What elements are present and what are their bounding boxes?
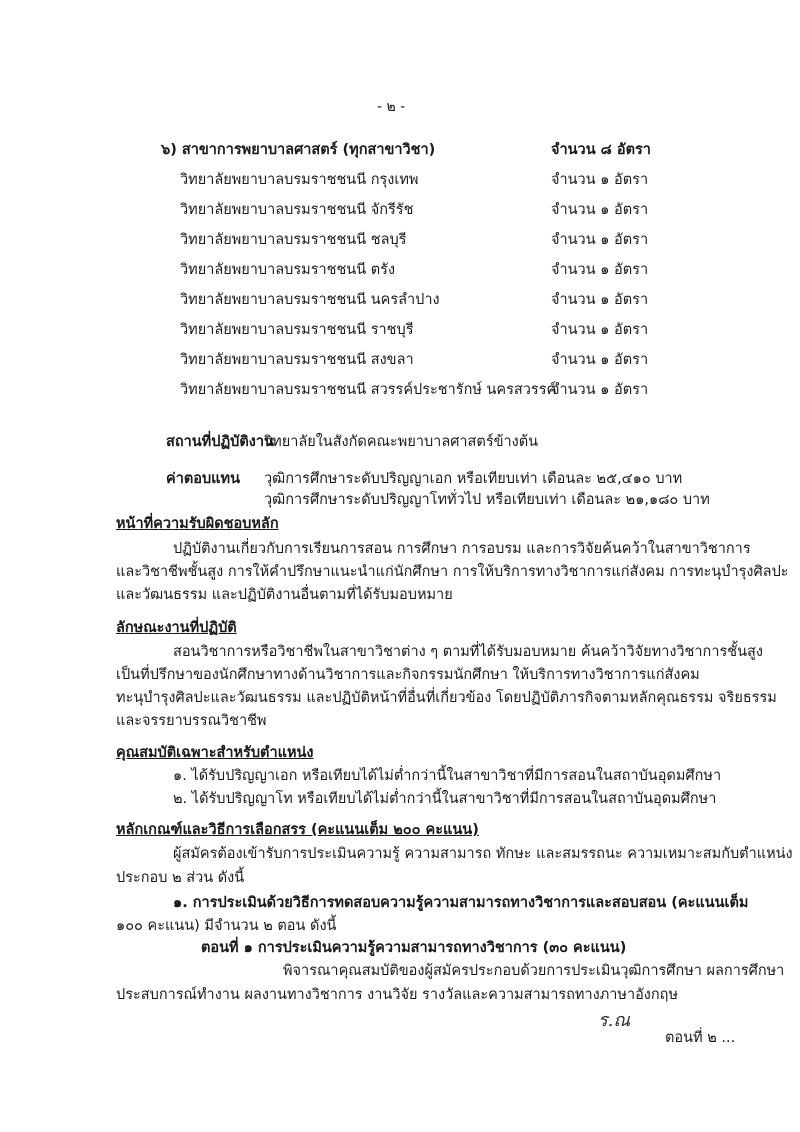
selection-heading: หลักเกณฑ์และวิธีการเลือกสรร (คะแนนเต็ม ๒๐๐ คะแนน) [116, 822, 479, 838]
workplace-value: วิทยาลัยในสังกัดคณะพยาบาลศาสตร์ข้างต้น [264, 434, 539, 450]
section1-title: ตอนที่ ๑ การประเมินความรู้ความสามารถทางวิชาการ (๓๐ คะแนน) [201, 940, 627, 956]
selection-intro-line: ผู้สมัครต้องเข้ารับการประเมินความรู้ ความสามารถ ทักษะ และสมรรถนะ ความเหมาะสมกับตำแหน่ง [173, 846, 793, 862]
college-count: จำนวน ๑ อัตรา [551, 322, 649, 338]
college-name: วิทยาลัยพยาบาลบรมราชชนนี นครลำปาง [180, 292, 440, 308]
responsibilities-heading: หน้าที่ความรับผิดชอบหลัก [116, 516, 279, 532]
qualification-item: ๑. ได้รับปริญญาเอก หรือเทียบได้ไม่ต่ำกว่านี้ในสาขาวิชาที่มีการสอนในสถาบันอุดมศึกษา [173, 768, 722, 784]
responsibilities-line: และวิชาชีพชั้นสูง การให้คำปรึกษาแนะนำแก่นักศึกษา การให้บริการทางวิชาการแก่สังคม การทะนุบำรุงศิลปะ [116, 564, 789, 580]
college-name: วิทยาลัยพยาบาลบรมราชชนนี กรุงเทพ [180, 172, 419, 188]
responsibilities-line: ปฏิบัติงานเกี่ยวกับการเรียนการสอน การศึกษา การอบรม และการวิจัยค้นคว้าในสาขาวิชาการ [173, 541, 751, 557]
college-name: วิทยาลัยพยาบาลบรมราชชนนี สงขลา [180, 352, 414, 368]
college-count: จำนวน ๑ อัตรา [551, 292, 649, 308]
section1-line: พิจารณาคุณสมบัติของผู้สมัครประกอบด้วยการประเมินวุฒิการศึกษา ผลการศึกษา [283, 963, 785, 979]
college-count: จำนวน ๑ อัตรา [551, 202, 649, 218]
college-name: วิทยาลัยพยาบาลบรมราชชนนี ราชบุรี [180, 322, 414, 338]
qualifications-heading: คุณสมบัติเฉพาะสำหรับตำแหน่ง [116, 745, 314, 761]
section6-title: ๖) สาขาการพยาบาลศาสตร์ (ทุกสาขาวิชา) [161, 142, 436, 158]
section1-line: ประสบการณ์ทำงาน ผลงานทางวิชาการ งานวิจัย รางวัลและความสามารถทางภาษาอังกฤษ [116, 987, 679, 1003]
job-nature-heading: ลักษณะงานที่ปฏิบัติ [116, 620, 237, 636]
selection-part1-line: ๑๐๐ คะแนน) มีจำนวน ๒ ตอน ดังนี้ [116, 918, 337, 934]
qualification-item: ๒. ได้รับปริญญาโท หรือเทียบได้ไม่ต่ำกว่านี้ในสาขาวิชาที่มีการสอนในสถาบันอุดมศึกษา [173, 791, 717, 807]
college-name: วิทยาลัยพยาบาลบรมราชชนนี จักรีรัช [180, 202, 414, 218]
college-name: วิทยาลัยพยาบาลบรมราชชนนี ชลบุรี [180, 232, 407, 248]
signature: ร.ณ [598, 1010, 631, 1031]
college-count: จำนวน ๑ อัตรา [551, 232, 649, 248]
college-count: จำนวน ๑ อัตรา [551, 262, 649, 278]
continuation-note: ตอนที่ ๒ ... [665, 1030, 736, 1046]
page-number: - ๒ - [377, 99, 406, 115]
selection-intro-line: ประกอบ ๒ ส่วน ดังนี้ [116, 870, 245, 886]
college-count: จำนวน ๑ อัตรา [551, 352, 649, 368]
responsibilities-line: และวัฒนธรรม และปฏิบัติงานอื่นตามที่ได้รับมอบหมาย [116, 587, 453, 603]
selection-part1-line: ๑. การประเมินด้วยวิธีการทดสอบความรู้ความสามารถทางวิชาการและสอบสอน (คะแนนเต็ม [173, 895, 749, 911]
compensation-label: ค่าตอบแทน [166, 471, 240, 487]
workplace-label: สถานที่ปฏิบัติงาน [166, 434, 274, 450]
college-count: จำนวน ๑ อัตรา [551, 382, 649, 398]
job-nature-line: เป็นที่ปรึกษาของนักศึกษาทางด้านวิชาการและกิจกรรมนักศึกษา ให้บริการทางวิชาการแก่สังคม [116, 667, 700, 683]
job-nature-line: สอนวิชาการหรือวิชาชีพในสาขาวิชาต่าง ๆ ตามที่ได้รับมอบหมาย ค้นคว้าวิจัยทางวิชาการชั้นสูง [173, 644, 763, 660]
college-count: จำนวน ๑ อัตรา [551, 172, 649, 188]
section6-total: จำนวน ๘ อัตรา [551, 142, 651, 158]
compensation-line: วุฒิการศึกษาระดับปริญญาเอก หรือเทียบเท่า เดือนละ ๒๕,๔๑๐ บาท [264, 471, 683, 487]
college-name: วิทยาลัยพยาบาลบรมราชชนนี สวรรค์ประชารักษ์ นครสวรรค์ [180, 382, 557, 398]
job-nature-line: และจรรยาบรรณวิชาชีพ [116, 713, 267, 729]
compensation-line: วุฒิการศึกษาระดับปริญญาโททั่วไป หรือเทียบเท่า เดือนละ ๒๑,๑๘๐ บาท [264, 492, 710, 508]
college-name: วิทยาลัยพยาบาลบรมราชชนนี ตรัง [180, 262, 396, 278]
job-nature-line: ทะนุบำรุงศิลปะและวัฒนธรรม และปฏิบัติหน้าที่อื่นที่เกี่ยวข้อง โดยปฏิบัติภารกิจตามหลักคุณธรรม จริยธรรม [116, 690, 777, 706]
